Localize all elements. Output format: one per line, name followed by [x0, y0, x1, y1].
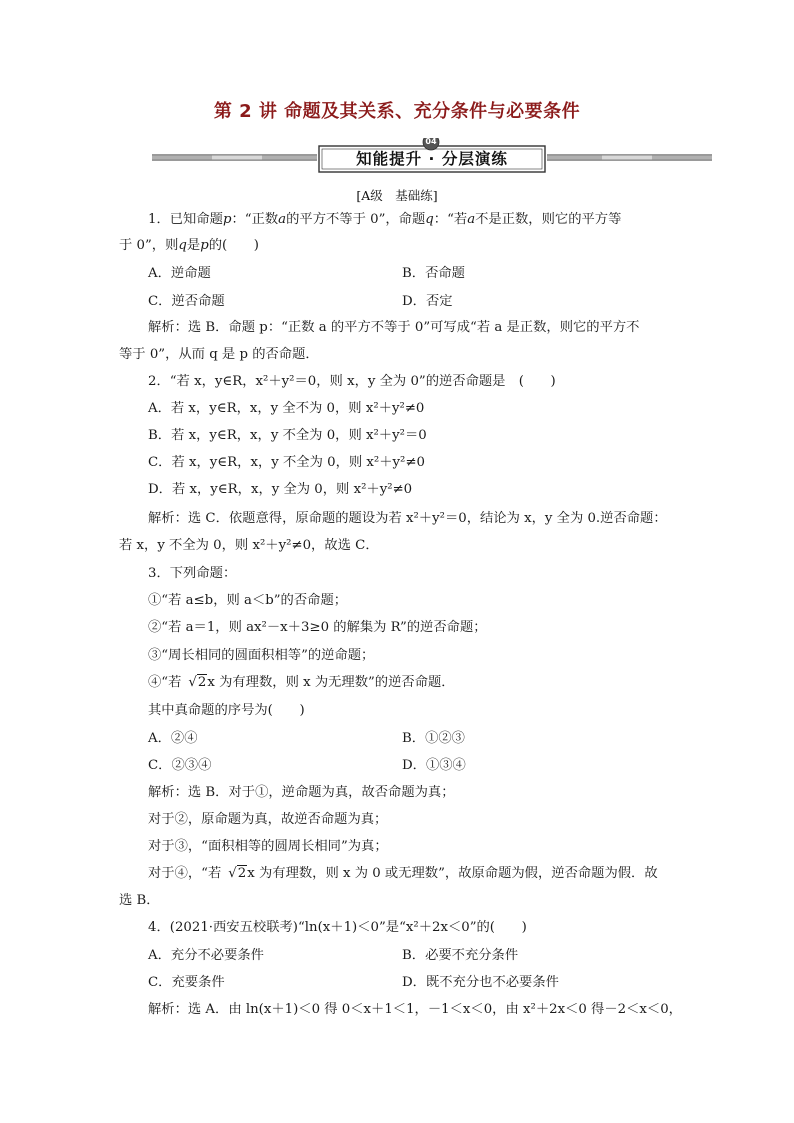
- q4-option-b: B．必要不充分条件: [402, 948, 519, 963]
- q2-option-d: D．若 x，y∈R，x，y 全为 0，则 x²＋y²≠0: [148, 482, 413, 497]
- level-label: [A级 基础练]: [356, 188, 438, 203]
- q3-item-2: ②“若 a＝1，则 ax²－x＋3≥0 的解集为 R”的逆否命题；: [148, 620, 487, 635]
- badge-number: 04: [425, 137, 437, 146]
- q4-option-a: A．充分不必要条件: [148, 948, 264, 963]
- q3-option-a: A．②④: [148, 731, 198, 746]
- q3-stem: 3．下列命题：: [148, 566, 237, 581]
- q1-option-c: C．逆否命题: [148, 294, 225, 309]
- q1-option-b: B．否命题: [402, 266, 465, 281]
- q3-item-1: ①“若 a≤b，则 a＜b”的否命题；: [148, 593, 348, 608]
- q1-option-a: A．逆命题: [148, 266, 211, 281]
- q3-ask: 其中真命题的序号为( ): [148, 703, 305, 718]
- q3-answer-line3: 对于③，“面积相等的圆周长相同”为真；: [148, 839, 388, 854]
- q2-option-b: B．若 x，y∈R，x，y 不全为 0，则 x²＋y²＝0: [148, 428, 427, 443]
- q3-option-b: B．①②③: [402, 731, 465, 746]
- q3-answer-line1: 解析：选 B．对于①，逆命题为真，故否命题为真；: [148, 785, 455, 800]
- q1-option-d: D．否定: [402, 294, 453, 309]
- q2-option-c: C．若 x，y∈R，x，y 不全为 0，则 x²＋y²≠0: [148, 455, 425, 470]
- banner-label: 知能提升 · 分层演练: [356, 150, 508, 168]
- q3-option-d: D．①③④: [402, 758, 466, 773]
- q3-answer-line4: 对于④，“若 √2x 为有理数，则 x 为 0 或无理数”，故原命题为假，逆否命题为假．故: [148, 866, 658, 881]
- q1-stem-line2: 于 0”，则q是p的( ): [119, 238, 259, 253]
- q3-option-c: C．②③④: [148, 758, 212, 773]
- q2-answer-line2: 若 x，y 不全为 0，则 x²＋y²≠0，故选 C．: [119, 538, 379, 553]
- q3-answer-line5: 选 B．: [119, 893, 160, 908]
- q2-stem: 2．“若 x，y∈R，x²＋y²＝0，则 x，y 全为 0”的逆否命题是 ( ): [148, 374, 556, 389]
- q2-option-a: A．若 x，y∈R，x，y 全不为 0，则 x²＋y²≠0: [148, 401, 425, 416]
- banner-stripes-left: [152, 154, 317, 161]
- q4-option-d: D．既不充分也不必要条件: [402, 975, 559, 990]
- q4-stem: 4．(2021·西安五校联考)“ln(x＋1)＜0”是“x²＋2x＜0”的( ): [148, 920, 527, 935]
- page-title: 第 2 讲 命题及其关系、充分条件与必要条件: [213, 101, 581, 122]
- q1-stem-line1: 1．已知命题p：“正数a的平方不等于 0”，命题q：“若a不是正数，则它的平方等: [148, 212, 622, 227]
- q2-answer-line1: 解析：选 C．依题意得，原命题的题设为若 x²＋y²＝0，结论为 x，y 全为 0.逆否命题：: [148, 511, 667, 526]
- q3-answer-line2: 对于②，原命题为真，故逆否命题为真；: [148, 812, 388, 827]
- sqrt-symbol: √2: [188, 675, 207, 690]
- q4-option-c: C．充要条件: [148, 975, 225, 990]
- q1-answer-line2: 等于 0”，从而 q 是 p 的否命题．: [119, 347, 319, 362]
- q3-item-3: ③“周长相同的圆面积相等”的逆命题；: [148, 648, 375, 663]
- banner-stripes-right: [547, 154, 712, 161]
- sqrt-symbol: √2: [228, 866, 247, 881]
- q3-item-4: ④“若 √2x 为有理数，则 x 为无理数”的逆否命题．: [148, 675, 455, 690]
- q4-answer-line1: 解析：选 A．由 ln(x＋1)＜0 得 0＜x＋1＜1，－1＜x＜0，由 x²＋2x＜0 得－2＜x＜0，: [148, 1002, 682, 1017]
- q1-answer-line1: 解析：选 B．命题 p：“正数 a 的平方不等于 0”可写成“若 a 是正数，则它的平方不: [148, 320, 640, 335]
